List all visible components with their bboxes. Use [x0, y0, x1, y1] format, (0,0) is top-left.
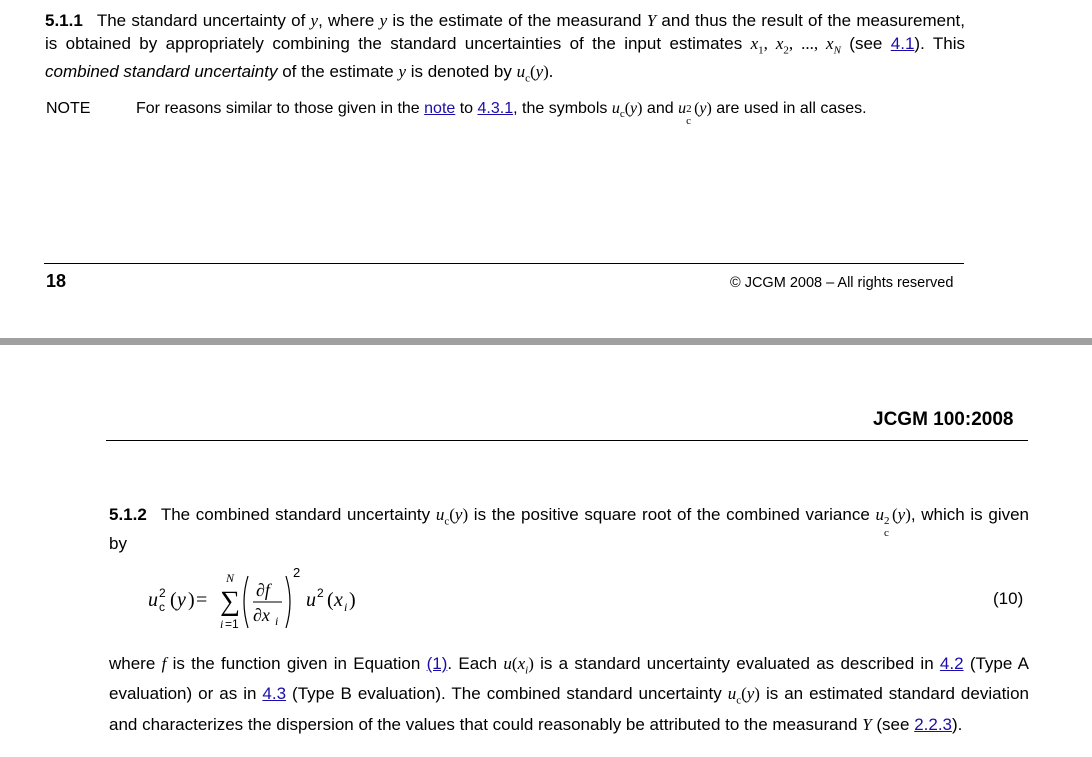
paragraph-5-1-2: 5.1.2 The combined standard uncertainty $u_c(y)$ is the positive square root of the combined variance u 2 c (y), which is given by: [109, 505, 1030, 553]
svg-text:∂x: ∂x: [253, 605, 270, 625]
equation-number: (10): [993, 589, 1024, 608]
copyright-notice: © JCGM 2008 – All rights reserved: [730, 275, 954, 291]
svg-text:): ): [188, 589, 195, 611]
svg-text:2: 2: [317, 586, 324, 600]
svg-text:x: x: [334, 589, 343, 611]
note-text: For reasons similar to those given in the note to 4.3.1, the symbols $u_c(y)$ and u 2 c (y) are used in all cases.: [136, 100, 867, 127]
page-header: JCGM 100:2008: [873, 409, 1014, 430]
svg-text:c: c: [159, 600, 165, 614]
svg-text:=1: =1: [225, 617, 239, 630]
section-number: 5.1.1: [45, 11, 83, 30]
svg-text:=: =: [196, 589, 208, 611]
svg-text:i: i: [220, 617, 224, 630]
svg-text:u: u: [306, 589, 316, 611]
link-4-1[interactable]: 4.1: [890, 33, 915, 53]
link-4-3-1[interactable]: 4.3.1: [477, 100, 514, 117]
paragraph-5-1-1: 5.1.1 The standard uncertainty of y, where y is the estimate of the measurand Y and thus the result of the measurement, is obtained by appropriately combining the standard uncertainties of the input estimates $x_1$, $x_2$, ..., $x_N$ (see 4.1). This combined standard uncertainty of the estimate y is denoted by $u_c(y)$.: [45, 11, 966, 85]
page-separator: [0, 338, 1092, 345]
svg-text:2: 2: [293, 566, 301, 580]
svg-text:u: u: [148, 589, 158, 611]
link-4-2[interactable]: 4.2: [939, 654, 964, 673]
svg-text:): ): [349, 589, 356, 611]
link-equation-1[interactable]: (1): [426, 654, 448, 673]
equation-10: [148, 566, 448, 630]
section-number: 5.1.2: [109, 505, 147, 524]
page-number: 18: [46, 271, 67, 291]
link-note[interactable]: note: [424, 100, 456, 117]
svg-text:i: i: [344, 600, 348, 614]
note-label: NOTE: [46, 100, 91, 117]
svg-text:i: i: [275, 614, 279, 628]
header-rule: [106, 440, 1028, 441]
svg-text:(: (: [170, 589, 177, 611]
footer-rule: [44, 263, 964, 264]
svg-text:(: (: [327, 589, 334, 611]
paragraph-where: where f is the function given in Equation (1). Each $u(x_i)$ is a standard uncertainty evaluated as described in 4.2 (Type A evaluation) or as in 4.3 (Type B evaluation). The combined standard uncertainty $u_c(y)$ is an estimated standard deviation and characterizes the dispersion of the values that could reasonably be attributed to the measurand Y (see 2.2.3).: [109, 654, 1030, 734]
link-4-3[interactable]: 4.3: [262, 684, 287, 704]
svg-text:∂f: ∂f: [256, 580, 270, 600]
svg-text:N: N: [226, 571, 235, 585]
svg-text:∑: ∑: [220, 586, 240, 617]
link-2-2-3[interactable]: 2.2.3: [914, 714, 953, 734]
svg-text:y: y: [177, 589, 186, 611]
svg-text:2: 2: [159, 586, 166, 600]
